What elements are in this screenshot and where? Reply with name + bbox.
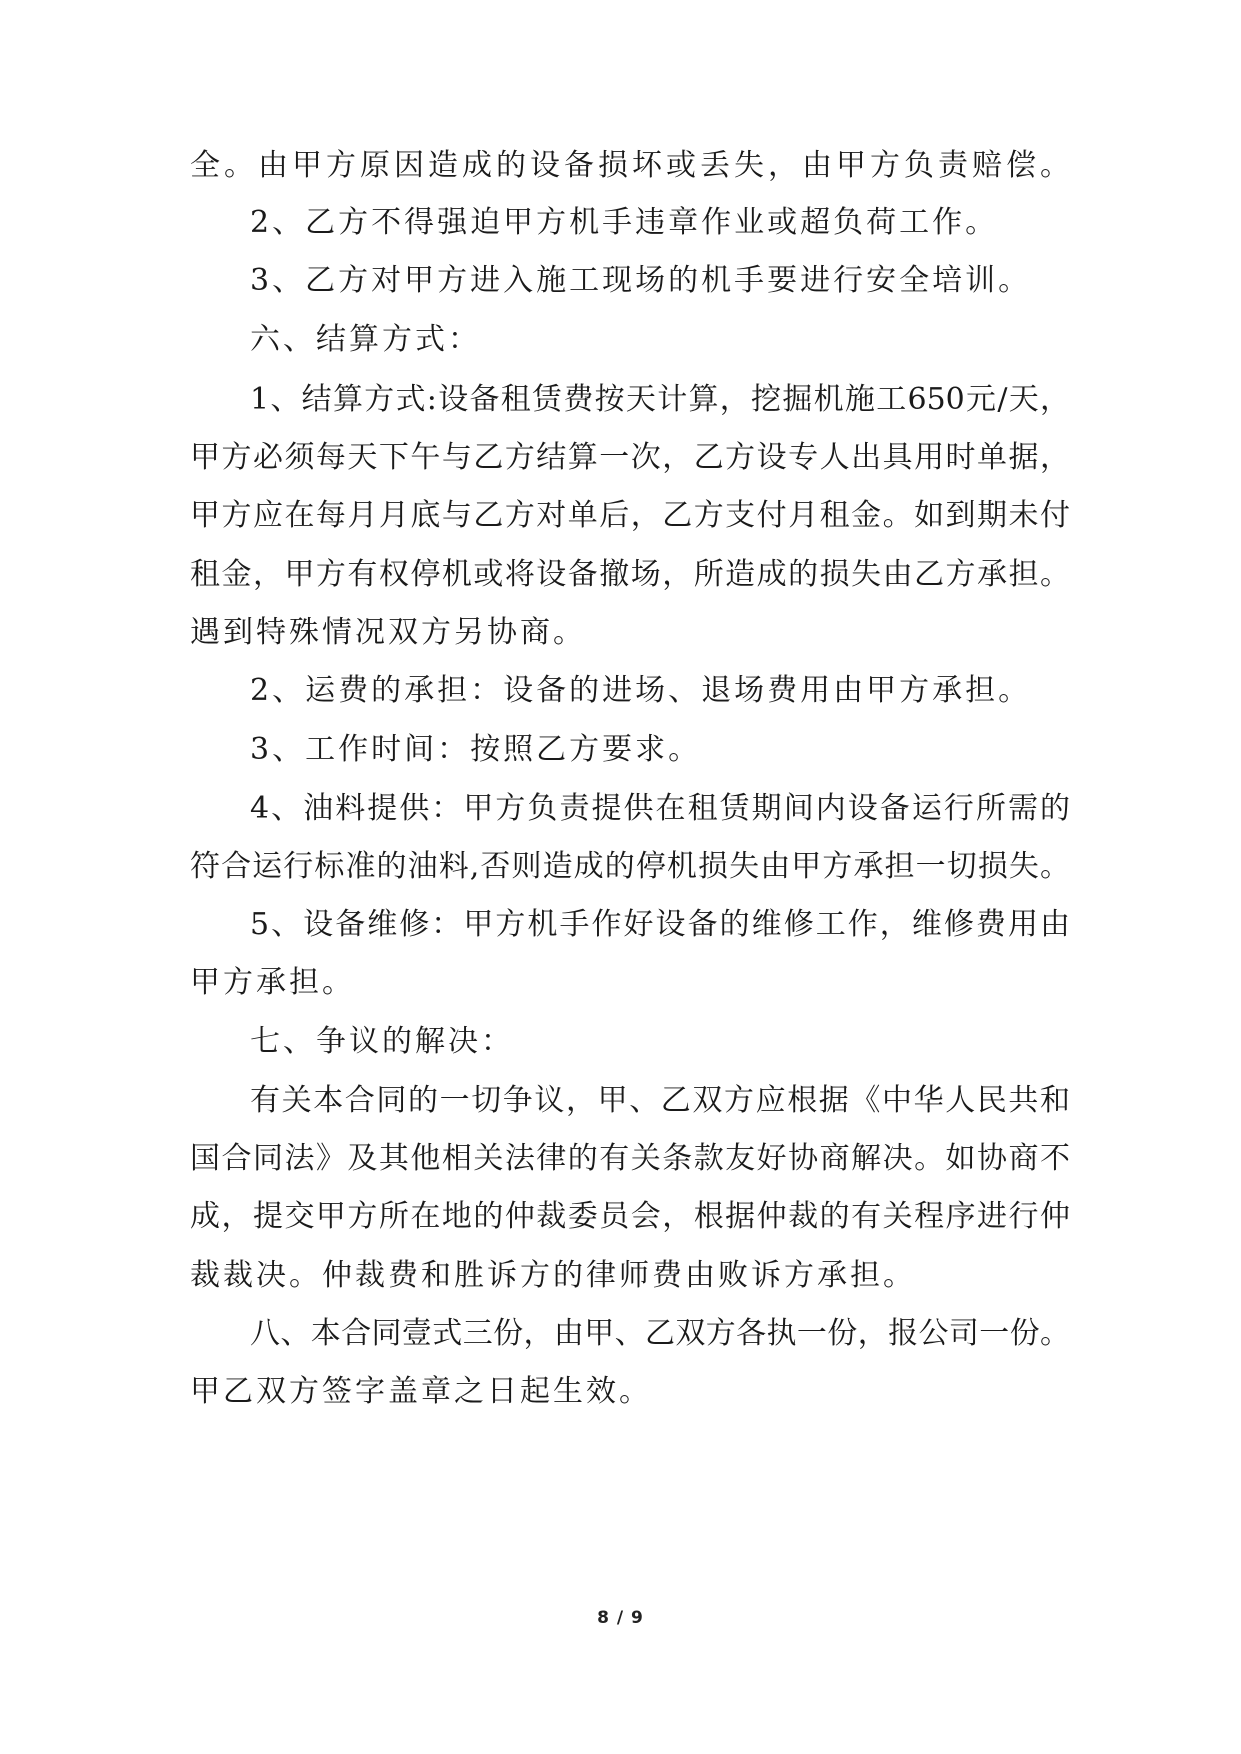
page-number: 8 / 9 — [597, 1608, 644, 1628]
text-line: 国合同法》及其他相关法律的有关条款友好协商解决。如协商不 — [190, 1141, 1070, 1176]
text-line: 3、工作时间：按照乙方要求。 — [250, 732, 702, 767]
text-line: 裁裁决。仲裁费和胜诉方的律师费由败诉方承担。 — [190, 1258, 916, 1293]
text-line: 甲方应在每月月底与乙方对单后，乙方支付月租金。如到期未付 — [190, 498, 1070, 533]
text-line: 有关本合同的一切争议，甲、乙双方应根据《中华人民共和 — [250, 1083, 1070, 1118]
text-line: 4、油料提供：甲方负责提供在租赁期间内设备运行所需的 — [250, 791, 1070, 826]
text-line: 遇到特殊情况双方另协商。 — [190, 615, 586, 650]
text-line: 2、乙方不得强迫甲方机手违章作业或超负荷工作。 — [250, 205, 999, 240]
text-line: 1、结算方式:设备租赁费按天计算，挖掘机施工650元/天， — [250, 382, 1070, 417]
text-line: 甲方承担。 — [190, 965, 355, 1000]
text-line: 2、运费的承担：设备的进场、退场费用由甲方承担。 — [250, 673, 1032, 708]
section-heading: 七、争议的解决： — [250, 1024, 514, 1059]
text-line: 5、设备维修：甲方机手作好设备的维修工作，维修费用由 — [250, 907, 1070, 942]
text-line: 租金，甲方有权停机或将设备撤场，所造成的损失由乙方承担。 — [190, 557, 1070, 592]
text-line: 甲乙双方签字盖章之日起生效。 — [190, 1374, 652, 1409]
text-line: 3、乙方对甲方进入施工现场的机手要进行安全培训。 — [250, 263, 1032, 298]
text-line: 甲方必须每天下午与乙方结算一次，乙方设专人出具用时单据， — [190, 440, 1070, 475]
text-line: 全。由甲方原因造成的设备损坏或丢失，由甲方负责赔偿。 — [190, 148, 1070, 183]
text-line: 成，提交甲方所在地的仲裁委员会，根据仲裁的有关程序进行仲 — [190, 1199, 1070, 1234]
section-heading: 六、结算方式： — [250, 322, 481, 357]
text-line: 符合运行标准的油料,否则造成的停机损失由甲方承担一切损失。 — [190, 849, 1070, 884]
text-line: 八、本合同壹式三份，由甲、乙双方各执一份，报公司一份。 — [250, 1316, 1070, 1351]
